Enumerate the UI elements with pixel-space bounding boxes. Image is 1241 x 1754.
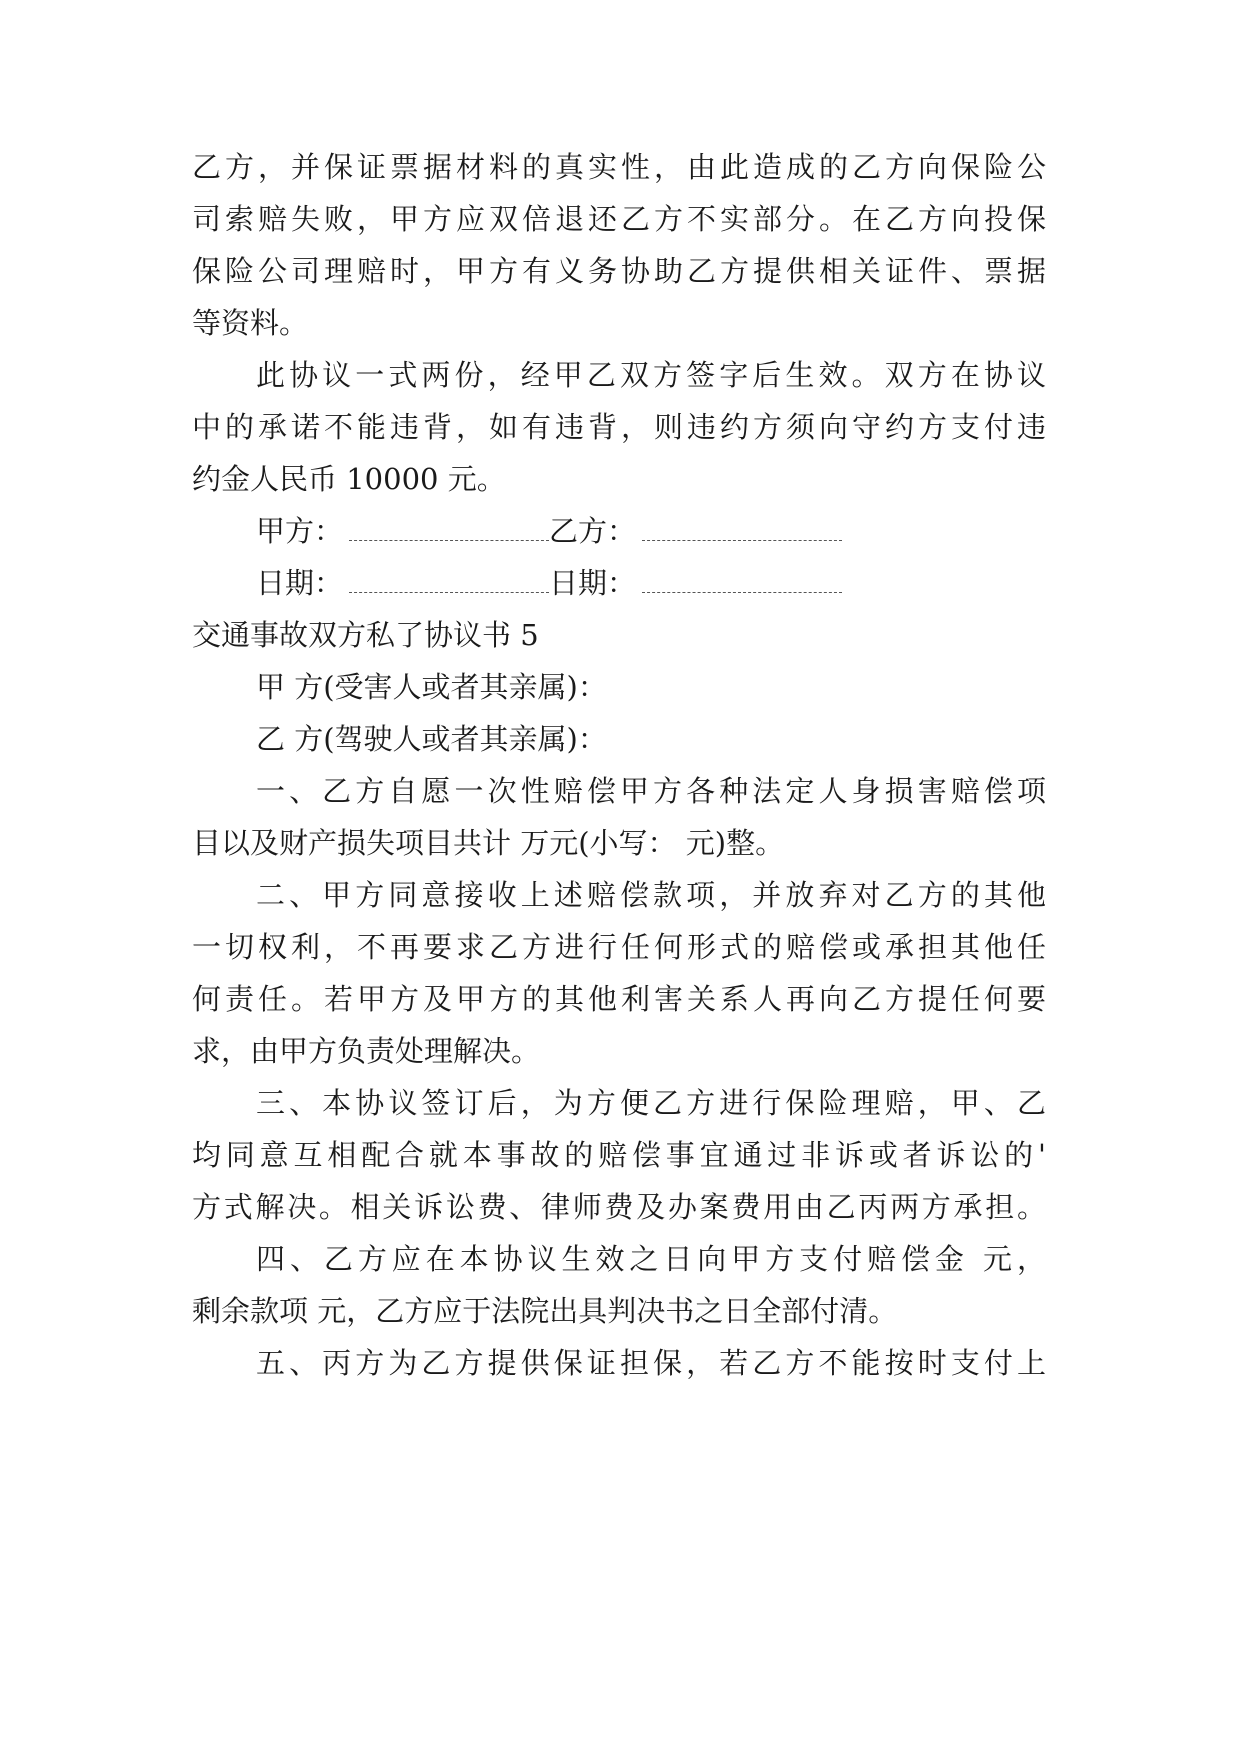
clause-line: 何责任。若甲方及甲方的其他利害关系人再向乙方提任何要	[192, 982, 1046, 1016]
paragraph-line: 约金人民币 10000 元。	[192, 462, 506, 496]
clause-line: 目以及财产损失项目共计 万元(小写： 元)整。	[192, 826, 785, 860]
paragraph-line: 保险公司理赔时，甲方有义务协助乙方提供相关证件、票据	[192, 254, 1046, 288]
party-b-date-label: 日期：	[549, 566, 637, 600]
paragraph-line: 此协议一式两份，经甲乙双方签字后生效。双方在协议	[256, 358, 1046, 392]
signature-row	[256, 511, 842, 551]
party-b-line: 乙 方(驾驶人或者其亲属)：	[256, 722, 607, 756]
party-b-signature-blank	[642, 516, 842, 541]
clause-line: 五、丙方为乙方提供保证担保，若乙方不能按时支付上	[256, 1346, 1046, 1380]
section-title: 交通事故双方私了协议书 5	[192, 618, 539, 652]
clause-line: 二、甲方同意接收上述赔偿款项，并放弃对乙方的其他	[256, 878, 1046, 912]
paragraph-line: 乙方，并保证票据材料的真实性，由此造成的乙方向保险公	[192, 150, 1046, 184]
party-b-date-blank	[642, 568, 842, 593]
clause-line: 三、本协议签订后，为方便乙方进行保险理赔，甲、乙	[256, 1086, 1046, 1120]
clause-line: 四、乙方应在本协议生效之日向甲方支付赔偿金 元，	[256, 1242, 1046, 1276]
party-a-signature-blank	[349, 516, 549, 541]
paragraph-line: 等资料。	[192, 306, 309, 340]
clause-line: 方式解决。相关诉讼费、律师费及办案费用由乙丙两方承担。	[192, 1190, 1046, 1224]
party-a-date-label: 日期：	[256, 566, 344, 600]
party-a-date-blank	[349, 568, 549, 593]
clause-line: 均同意互相配合就本事故的赔偿事宜通过非诉或者诉讼的'	[192, 1138, 1046, 1172]
party-b-signature-label: 乙方：	[549, 514, 637, 548]
party-a-signature-label: 甲方：	[256, 514, 344, 548]
clause-line: 求，由甲方负责处理解决。	[192, 1034, 541, 1068]
paragraph-line: 中的承诺不能违背，如有违背，则违约方须向守约方支付违	[192, 410, 1046, 444]
clause-line: 一切权利，不再要求乙方进行任何形式的赔偿或承担其他任	[192, 930, 1046, 964]
paragraph-line: 司索赔失败，甲方应双倍退还乙方不实部分。在乙方向投保	[192, 202, 1046, 236]
clause-line: 一、乙方自愿一次性赔偿甲方各种法定人身损害赔偿项	[256, 774, 1046, 808]
party-a-line: 甲 方(受害人或者其亲属)：	[256, 670, 607, 704]
clause-line: 剩余款项 元，乙方应于法院出具判决书之日全部付清。	[192, 1294, 898, 1328]
date-row	[256, 563, 842, 603]
